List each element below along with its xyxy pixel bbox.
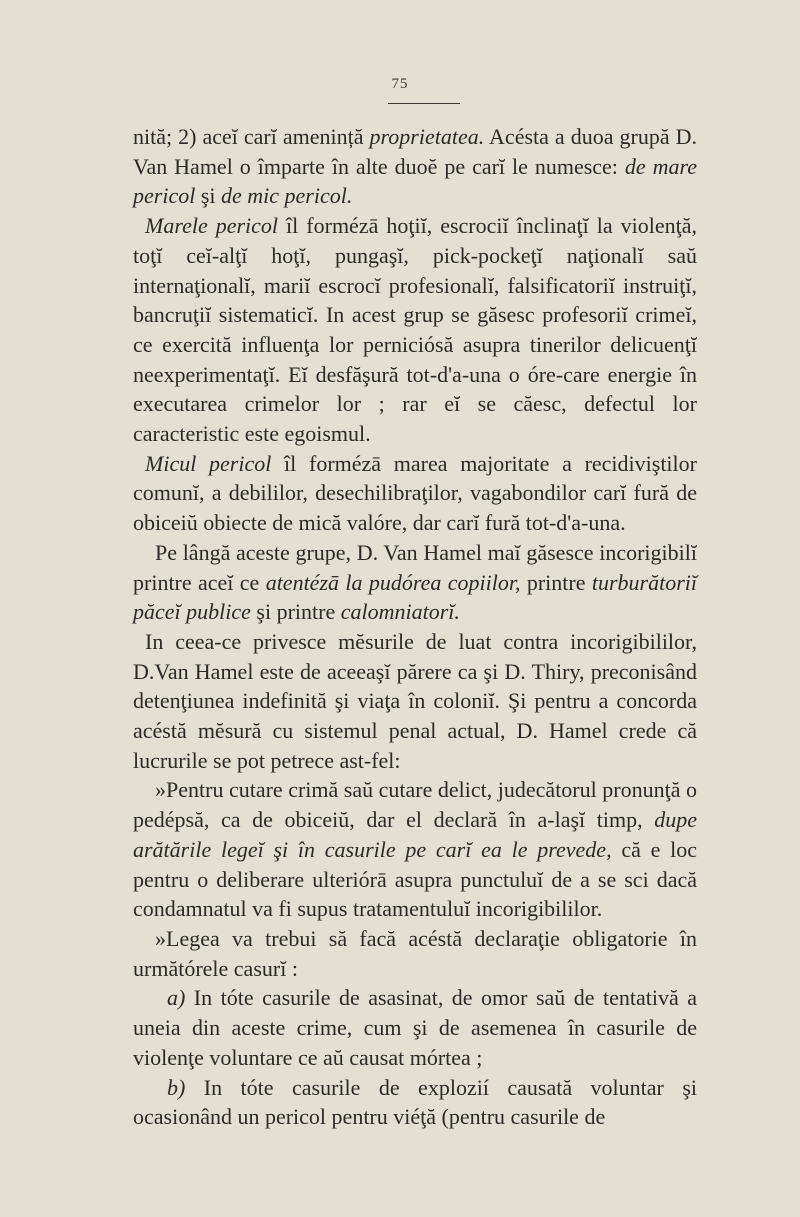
text-run: şi [195, 183, 222, 209]
italic-phrase: b) [167, 1074, 186, 1100]
header-rule [388, 103, 460, 104]
italic-phrase: turburătoriĭ păceĭ publice [133, 569, 697, 625]
paragraph-6 [133, 775, 697, 924]
text-run: In ceea-ce privesce mĕsurile de luat contra incorigibililor, D.Van Hamel este de aceeaşĭ părere ca şi D. Thiry, preconisând detenţiunea indefinită şi viaţa în coloniĭ. Şi pentru a concorda acéstă mĕsură cu sistemul penal actual, D. Hamel crede că lucrurile se pot petrece ast-fel: [133, 628, 697, 773]
text-run: îl formézā hoţiĭ, escrociĭ înclinaţĭ la violenţă, toţĭ ceĭ-alţĭ hoţĭ, pungaşĭ, pick-pockeţĭ naţionalĭ saŭ internaţionalĭ, mariĭ escrocĭ profesionalĭ, falsificatoriĭ instruiţĭ, bancruţiĭ sistematicĭ. In acest grup se găsesc profesoriĭ crimeĭ, ce exercită influenţa lor perniciósă asupra tinerilor delicuenţĭ neexperimentaţĭ. Eĭ desfăşură tot-d'a-una o óre-care energie în executarea crimelor lor ; rar eĭ se căesc, defectul lor caracteristic este egoismul. [133, 213, 697, 447]
paragraph-8 [133, 983, 697, 1072]
text-run: »Pentru cutare crimă saŭ cutare delict, judecătorul pronunţă o pedépsă, ca de obiceiŭ, dar el declară în a-laşĭ timp, [133, 777, 697, 833]
paragraph-2 [133, 211, 697, 449]
italic-phrase: a) [167, 985, 186, 1011]
paragraph-4 [133, 538, 697, 627]
text-run: că e loc pentru o deliberare ulteriórā asupra punctuluĭ de a se sci dacă condamnatul va fi supus tratamentuluĭ incorigibililor. [133, 836, 698, 922]
italic-phrase: proprietatea. [369, 124, 485, 149]
paragraph-1 [133, 122, 697, 211]
italic-phrase: dupe arătările legeĭ şi în casurile pe carĭ ea le prevede, [133, 807, 697, 862]
page-number: 75 [391, 76, 409, 92]
text-run: »Legea va trebui să facă acéstă declaraţie obligatorie în următórele casurĭ : [133, 925, 697, 981]
italic-phrase: calomniatorĭ. [340, 599, 460, 625]
italic-phrase: Micul pericol [145, 450, 272, 476]
paragraph-5 [133, 627, 697, 776]
text-run: şi printre [250, 599, 341, 625]
paragraph-7 [133, 924, 697, 983]
text-run: In tóte casurile de asasinat, de omor saŭ de tentativă a uneia din aceste crime, cum şi de asemenea în casurile de violenţe voluntare ce aŭ causat mórtea ; [133, 985, 697, 1070]
body-text [133, 122, 697, 1132]
italic-phrase: de mic pericol. [221, 183, 353, 209]
text-run: nită; 2) aceĭ carĭ amenință [133, 124, 370, 149]
text-run: Acésta a duoa grupă D. Van Hamel o împarte în alte duoĕ pe carĭ le numesce: [133, 124, 697, 179]
italic-phrase: Marele pericol [145, 213, 279, 239]
text-run: printre [520, 569, 592, 595]
text-run: In tóte casurile de explozií causată voluntar şi ocasionând un pericol pentru viéţă (pentru casurile de [133, 1074, 697, 1130]
italic-phrase: atentézā la pudórea copiilor, [265, 569, 521, 595]
paragraph-9 [133, 1073, 697, 1132]
paragraph-3 [133, 449, 697, 538]
text-run: Pe lângă aceste grupe, D. Van Hamel maĭ găsesce incorigibilĭ printre aceĭ ce [133, 539, 697, 595]
text-run: îl formézā marea majoritate a recidiviştilor comunĭ, a debililor, desechilibraţilor, vagabondilor carĭ fură de obiceiŭ obiecte de mică valóre, dar carĭ fură tot-d'a-una. [133, 450, 697, 536]
italic-phrase: de mare pericol [133, 153, 697, 209]
